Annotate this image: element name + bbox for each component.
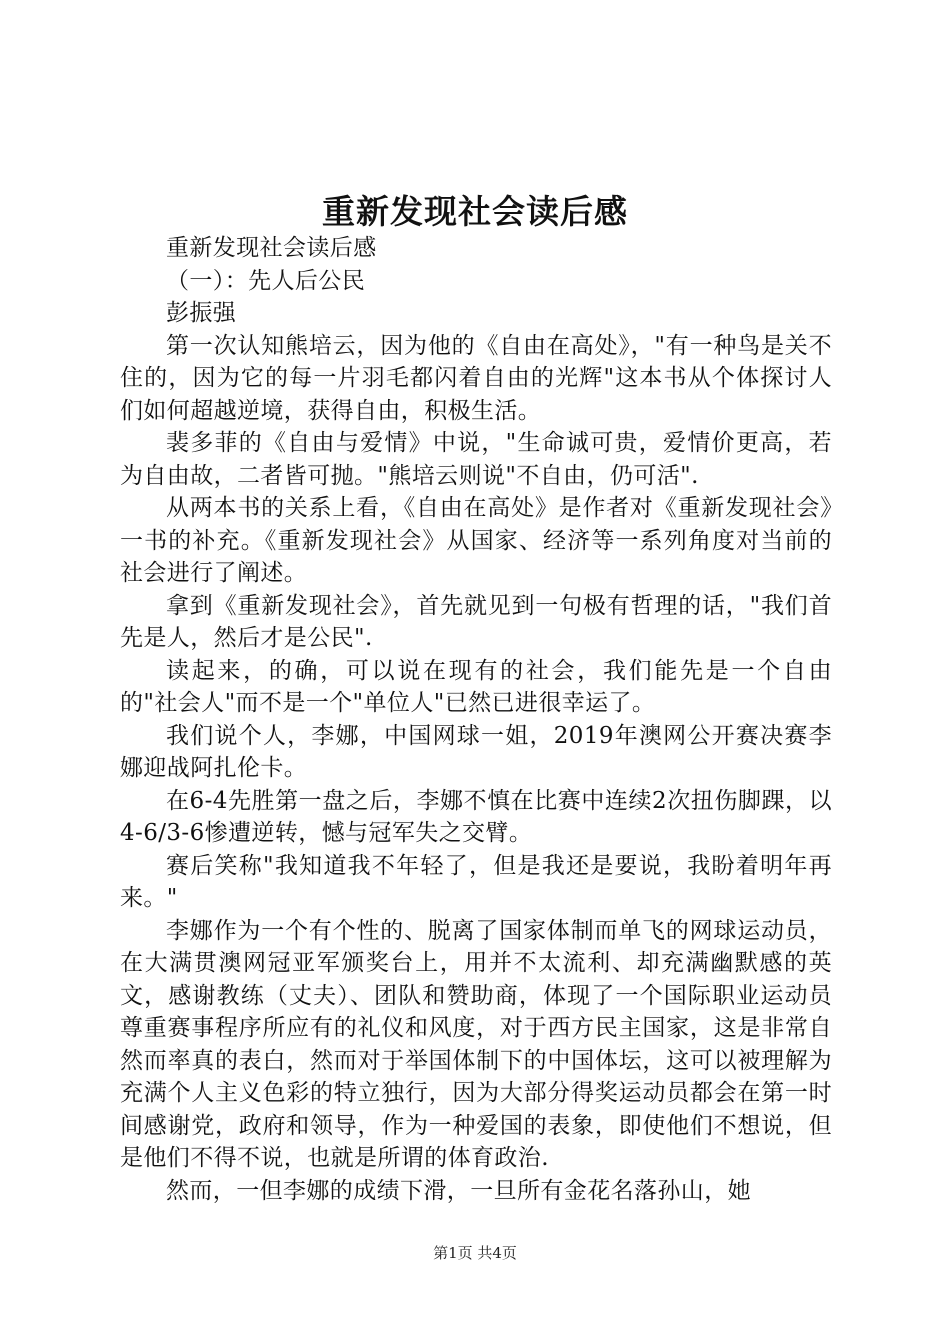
document-body	[120, 232, 832, 1207]
subtitle-paragraph: 重新发现社会读后感	[166, 235, 377, 261]
body-paragraph: 赛后笑称"我知道我不年轻了，但是我还是要说，我盼着明年再来。"	[120, 852, 832, 911]
body-paragraph: 读起来，的确，可以说在现有的社会，我们能先是一个自由的"社会人"而不是一个"单位人"已然已进很幸运了。	[120, 657, 832, 716]
body-paragraph: 从两本书的关系上看，《自由在高处》是作者对《重新发现社会》一书的补充。《重新发现社会》从国家、经济等一系列角度对当前的社会进行了阐述。	[120, 495, 832, 586]
body-paragraph: 然而，一但李娜的成绩下滑，一旦所有金花名落孙山，她	[166, 1177, 751, 1204]
body-paragraph: 在6-4先胜第一盘之后，李娜不慎在比赛中连续2次扭伤脚踝，以4-6/3-6惨遭逆转，憾与冠军失之交臂。	[120, 787, 832, 846]
body-paragraph: 裴多菲的《自由与爱情》中说，"生命诚可贵，爱情价更高，若为自由故，二者皆可抛。"熊培云则说"不自由，仍可活".	[120, 430, 832, 489]
body-paragraph: 我们说个人，李娜，中国网球一姐，2019年澳网公开赛决赛李娜迎战阿扎伦卡。	[120, 722, 832, 781]
section-heading: （一）：先人后公民	[166, 267, 366, 294]
body-paragraph: 李娜作为一个有个性的、脱离了国家体制而单飞的网球运动员，在大满贯澳网冠亚军颁奖台上，用并不太流利、却充满幽默感的英文，感谢教练（丈夫）、团队和赞助商，体现了一个国际职业运动员尊重赛事程序所应有的礼仪和风度，对于西方民主国家，这是非常自然而率真的表白，然而对于举国体制下的中国体坛，这可以被理解为充满个人主义色彩的特立独行，因为大部分得奖运动员都会在第一时间感谢党，政府和领导，作为一种爱国的表象，即使他们不想说，但是他们不得不说，也就是所谓的体育政治.	[120, 917, 832, 1171]
page-number-footer: 第1页 共4页	[433, 1244, 517, 1262]
body-paragraph: 第一次认知熊培云，因为他的《自由在高处》，"有一种鸟是关不住的，因为它的每一片羽毛都闪着自由的光辉"这本书从个体探讨人们如何超越逆境，获得自由，积极生活。	[120, 332, 832, 424]
document-title: 重新发现社会读后感	[322, 192, 628, 231]
body-paragraph: 拿到《重新发现社会》，首先就见到一句极有哲理的话，"我们首先是人，然后才是公民".	[120, 592, 832, 651]
author-name: 彭振强	[166, 300, 237, 326]
